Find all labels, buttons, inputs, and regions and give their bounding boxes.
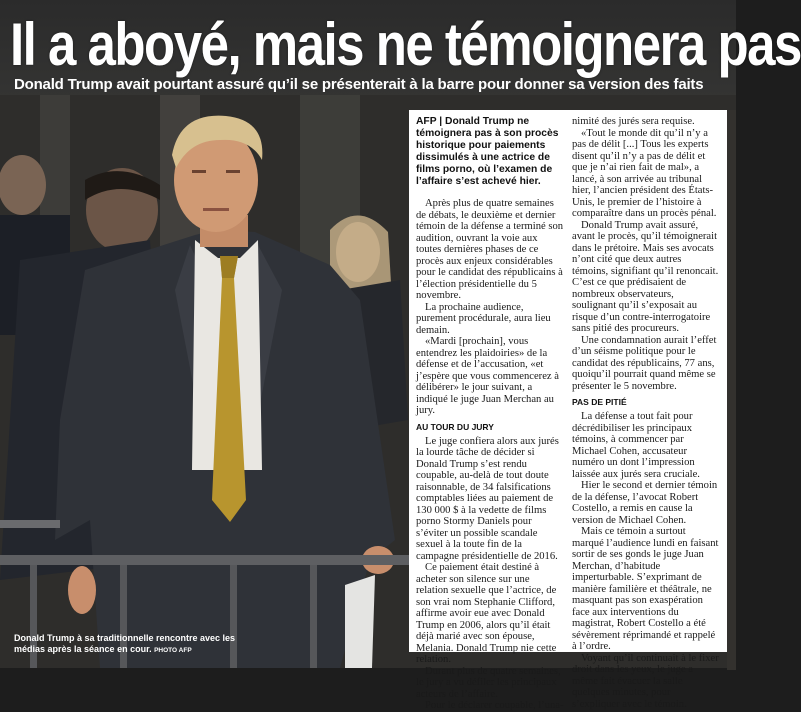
section-heading: AU TOUR DU JURY	[416, 421, 494, 432]
article-paragraph: La prochaine audience, purement procédurale, aura lieu demain.	[416, 301, 551, 336]
subheadline: Donald Trump avait pourtant assuré qu’il se présenterait à la barre pour donner sa version des faits	[14, 76, 704, 93]
caption-text: Donald Trump à sa traditionnelle rencontre avec les médias après la séance en cour.	[14, 633, 236, 654]
article-paragraph: Hier le second et dernier témoin de la défense, l’avocat Robert Costello, a remis en cause la version de Michael Cohen.	[572, 480, 718, 526]
article-box	[409, 110, 727, 711]
article-paragraph: Voyant qu’il continuait à le fixer droit dans les yeux, le juge a même fait évacuer la salle quelques minutes, pour s’expliquer avec le témoin.	[572, 652, 719, 710]
article-column-2	[572, 116, 720, 710]
article-paragraph: Une condamnation aurait l’effet d’un séisme politique pour le candidat des républicains, 77 ans, quoiqu’il pourrait quand même se présenter le 5 novembre.	[572, 334, 717, 392]
article-paragraph: Pour le déclarer coupable, l’una-	[425, 700, 564, 711]
article-paragraph: «Tout le monde dit qu’il n’y a pas de délit [...] Tous les experts disent qu’il n’y a pas de délit et que je n’ai rien fait de mal», a lancé, à son arrivée au tribunal hier, l’ancien président des États-Unis, le premier de l’histoire à comparaître dans un procès pénal.	[572, 127, 717, 219]
article-paragraph: Ce paiement était destiné à acheter son silence sur une relation sexuelle que l’actrice, de son vrai nom Stephanie Clifford, affirme avoir eue avec Donald Trump en 2006, alors qu’il était déjà marié avec son épouse, Melania. Donald Trump nie cette relation.	[416, 562, 557, 665]
article-column-1	[416, 116, 564, 711]
article-paragraph: La défense a tout fait pour décrédibiliser les principaux témoins, à commencer par Michael Cohen, accusateur numéro un dont l’impression laissée aux jurés sera cruciale.	[572, 411, 700, 480]
article-paragraph: Donald Trump avait assuré, avant le procès, qu’il témoignerait dans le prétoire. Mais ses avocats n’ont cité que deux autres témoins, signifiant qu’il renoncait. C’est ce que prédisaient de nombreux observateurs, soulignant qu’il s’exposait au risque d’un contre-interrogatoire sans pitié des procureurs.	[572, 219, 719, 334]
section-heading: PAS DE PITIÉ	[572, 397, 627, 407]
article-paragraph: nimité des jurés sera requise.	[572, 116, 695, 127]
article-paragraph: Durant plus de quatre semaines, le jury a vu défiler les principaux acteurs de l’affaire.	[416, 665, 561, 700]
article-paragraph: Après plus de quatre semaines de débats, le deuxième et dernier témoin de la défense a terminé son audition, ouvrant la voie aux toutes dernières phases de ce procès aux enjeux considérables pour le candidat des républicains à l’élection présidentielle du 5 novembre.	[416, 198, 564, 301]
headline: Il a aboyé, mais ne témoignera pas	[10, 10, 801, 78]
article-paragraph: Mais ce témoin a surtout marqué l’audience lundi en faisant sortir de ses gonds le juge Juan Merchan, d’habitude imperturbable. S’exprimant de manière familière et théâtrale, ne masquant pas son exaspération face aux interventions du magistrat, Robert Costello a été sévèrement réprimandé et rappelé à l’ordre.	[572, 526, 719, 652]
article-paragraph: «Mardi [prochain], vous entendrez les plaidoiries» de la défense et de l’accusation, «et j’espère que vous commencerez à délibérer» le jour suivant, a indiqué le juge Juan Merchan au jury.	[416, 336, 559, 416]
article-lead: AFP | Donald Trump ne témoignera pas à son procès historique pour paiements dissimulés à une actrice de films porno, où l’examen de l’affaire s’est achevé hier.	[416, 116, 559, 187]
photo-caption	[14, 633, 254, 656]
article-paragraph: Le juge confiera alors aux jurés la lourde tâche de décider si Donald Trump s’est rendu coupable, au-delà de tout doute raisonnable, de 34 falsifications comptables liées au paiement de 130 000 $ à la vedette de films porno Stormy Daniels pour s’éviter un possible scandale sexuel à la toute fin de la campagne présidentielle de 2016.	[416, 435, 559, 562]
photo-credit: PHOTO AFP	[154, 646, 192, 654]
